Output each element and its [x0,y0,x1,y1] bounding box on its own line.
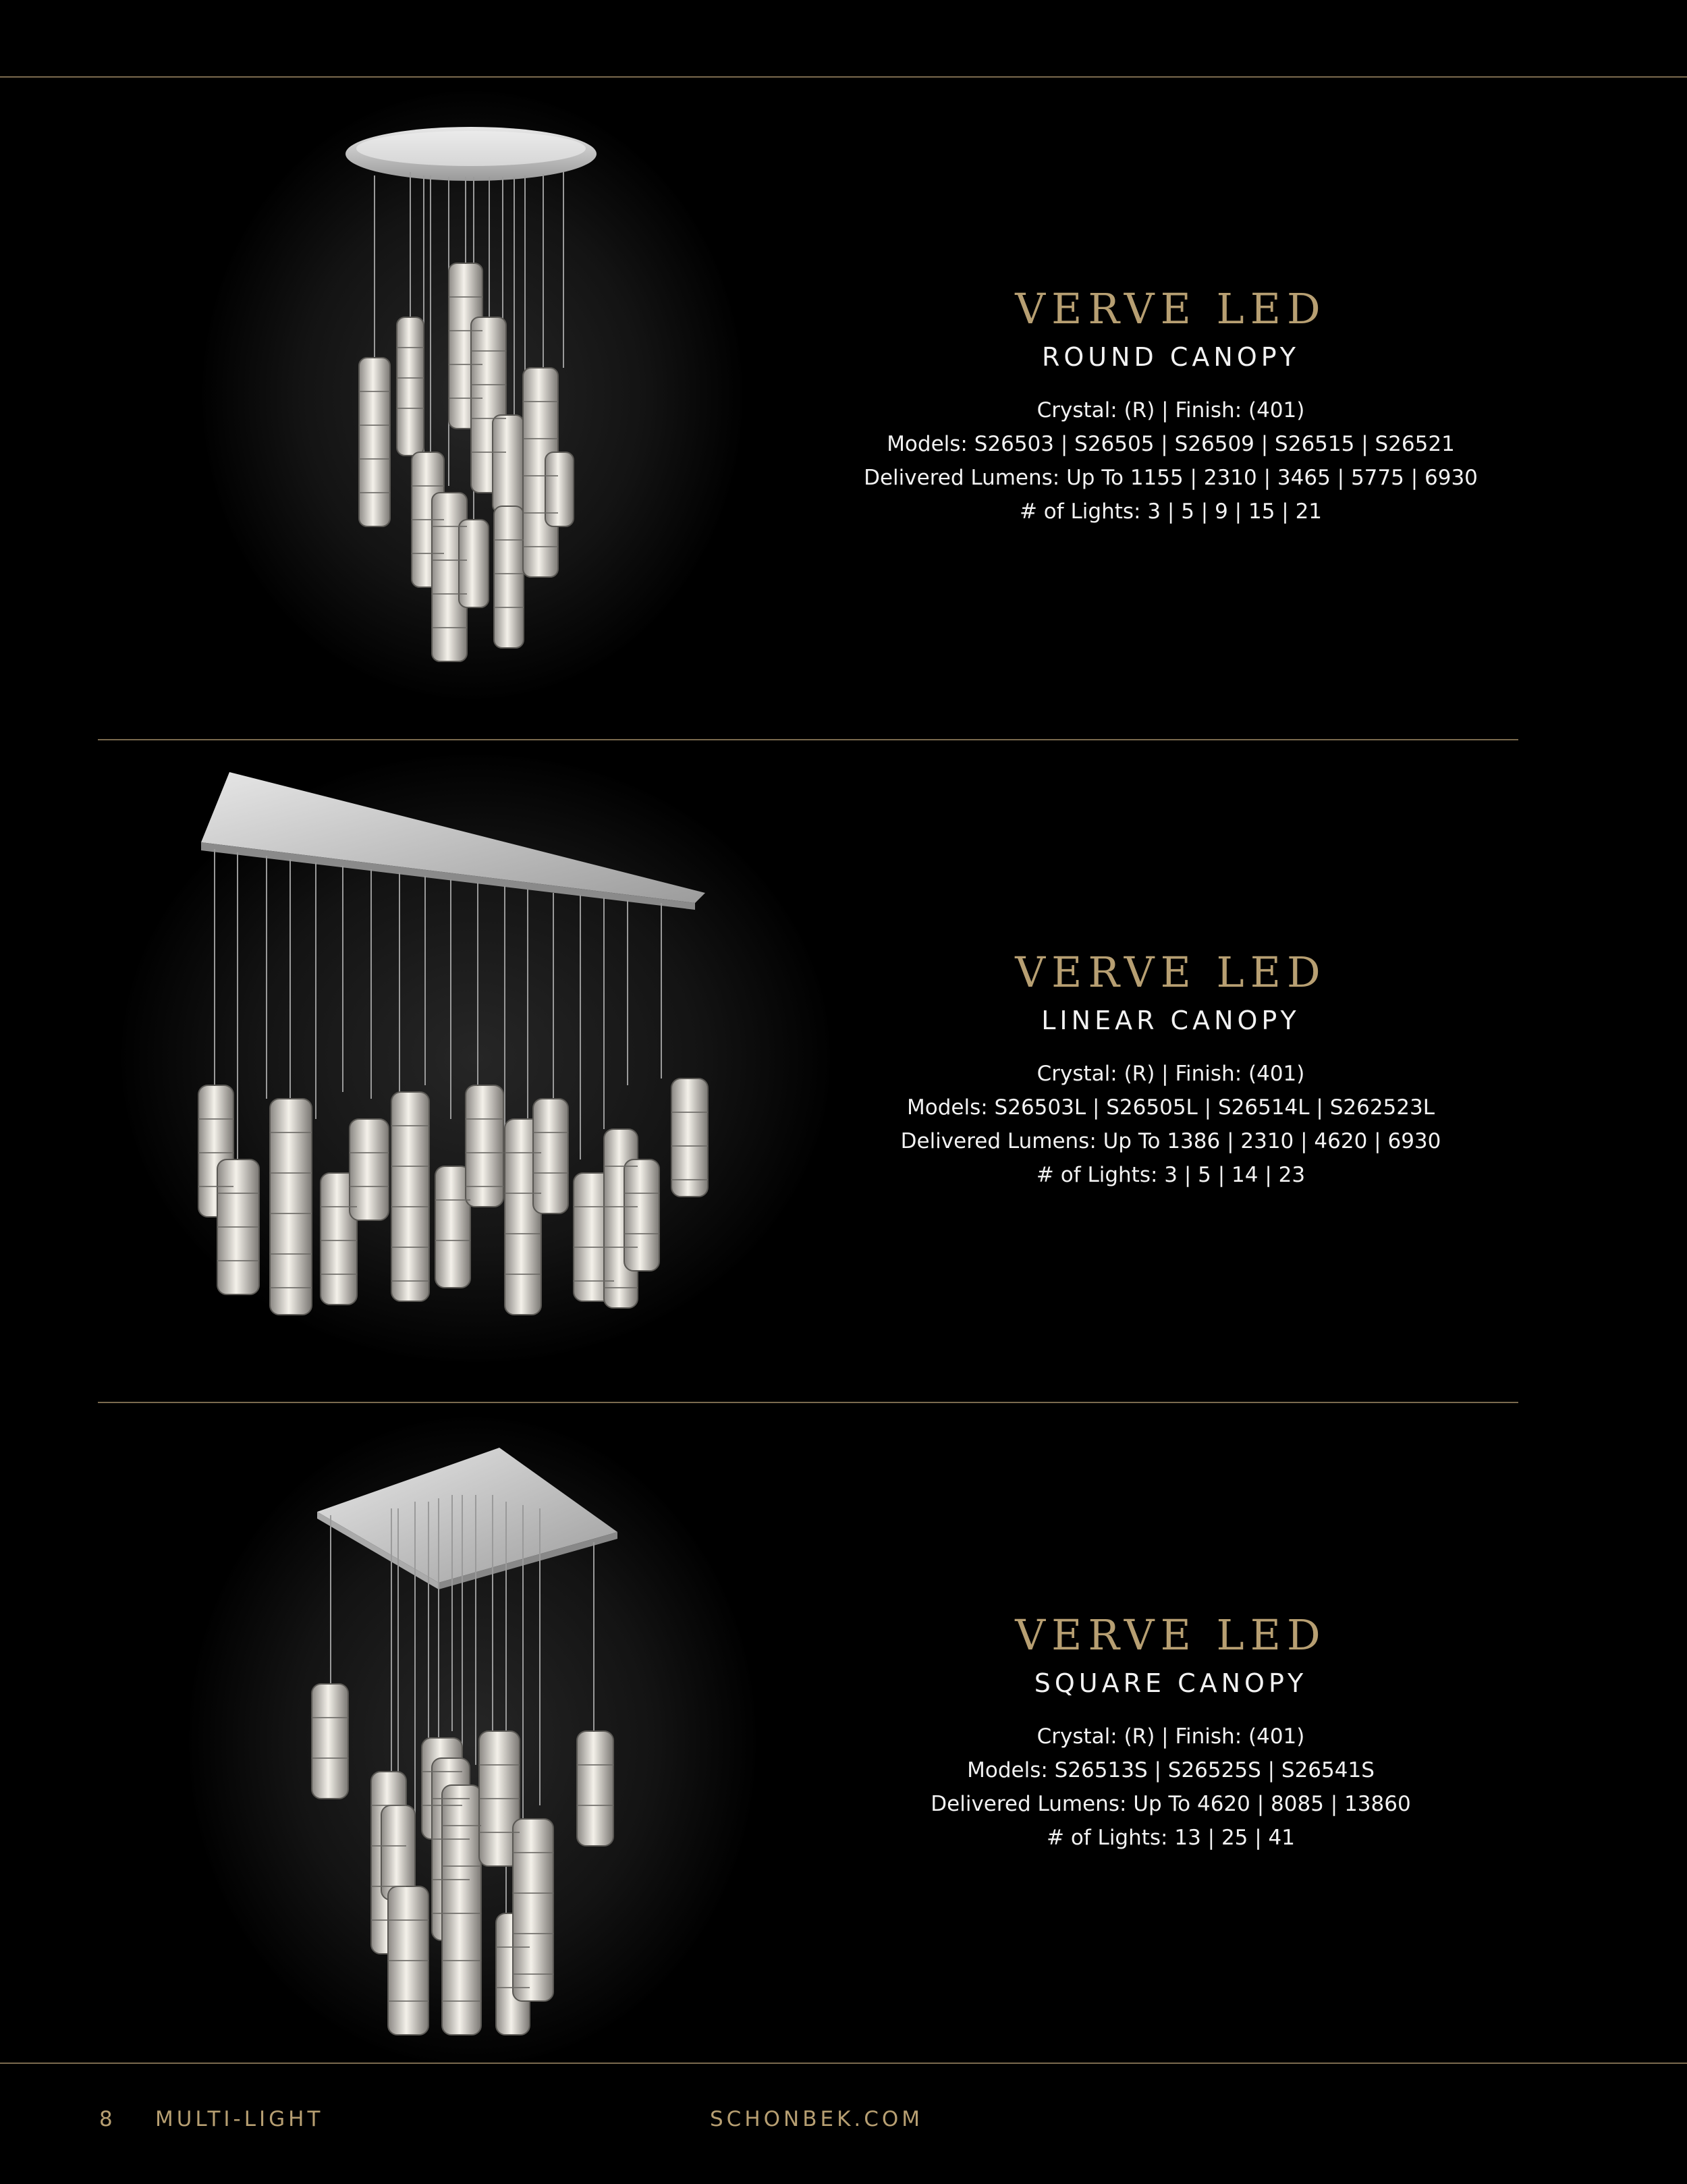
product-specs [810,1720,1532,1855]
lights-spec: # of Lights: 3 | 5 | 14 | 23 [1036,1163,1306,1187]
section-label: MULTI-LIGHT [155,2107,324,2131]
website-link[interactable]: SCHONBEK.COM [710,2107,924,2131]
product-square-canopy [0,1404,1687,2065]
lights-spec: # of Lights: 13 | 25 | 41 [1046,1826,1296,1850]
product-info [810,1612,1532,1855]
section-divider [98,1402,1518,1403]
chandelier-round-canopy-image [297,115,648,715]
product-linear-canopy [0,741,1687,1402]
product-subtitle: ROUND CANOPY [1041,342,1300,372]
crystal-finish-spec: Crystal: (R) | Finish: (401) [1036,398,1305,422]
product-title: VERVE LED [1015,948,1327,997]
product-round-canopy [0,78,1687,739]
models-spec: Models: S26503 | S26505 | S26509 | S26515 | S26521 [887,432,1455,456]
lumens-spec: Delivered Lumens: Up To 1386 | 2310 | 4620 | 6930 [900,1129,1441,1153]
crystal-finish-spec: Crystal: (R) | Finish: (401) [1036,1724,1305,1749]
product-info [810,285,1532,528]
chandelier-linear-canopy-image [182,768,709,1335]
product-subtitle: LINEAR CANOPY [1041,1006,1300,1035]
product-specs [810,1057,1532,1192]
page-number: 8 [99,2107,116,2131]
lumens-spec: Delivered Lumens: Up To 1155 | 2310 | 3465 | 5775 | 6930 [864,466,1478,490]
product-title: VERVE LED [1015,1610,1327,1660]
lights-spec: # of Lights: 3 | 5 | 9 | 15 | 21 [1019,499,1323,524]
product-title: VERVE LED [1015,284,1327,333]
product-specs [810,393,1532,528]
footer-divider [0,2063,1687,2064]
crystal-finish-spec: Crystal: (R) | Finish: (401) [1036,1062,1305,1086]
section-divider [98,739,1518,740]
product-info [810,949,1532,1192]
models-spec: Models: S26503L | S26505L | S26514L | S262523L [907,1095,1435,1120]
lumens-spec: Delivered Lumens: Up To 4620 | 8085 | 13860 [931,1792,1411,1816]
chandelier-square-canopy-image [297,1448,661,2042]
product-subtitle: SQUARE CANOPY [1034,1668,1308,1698]
models-spec: Models: S26513S | S26525S | S26541S [967,1758,1375,1782]
